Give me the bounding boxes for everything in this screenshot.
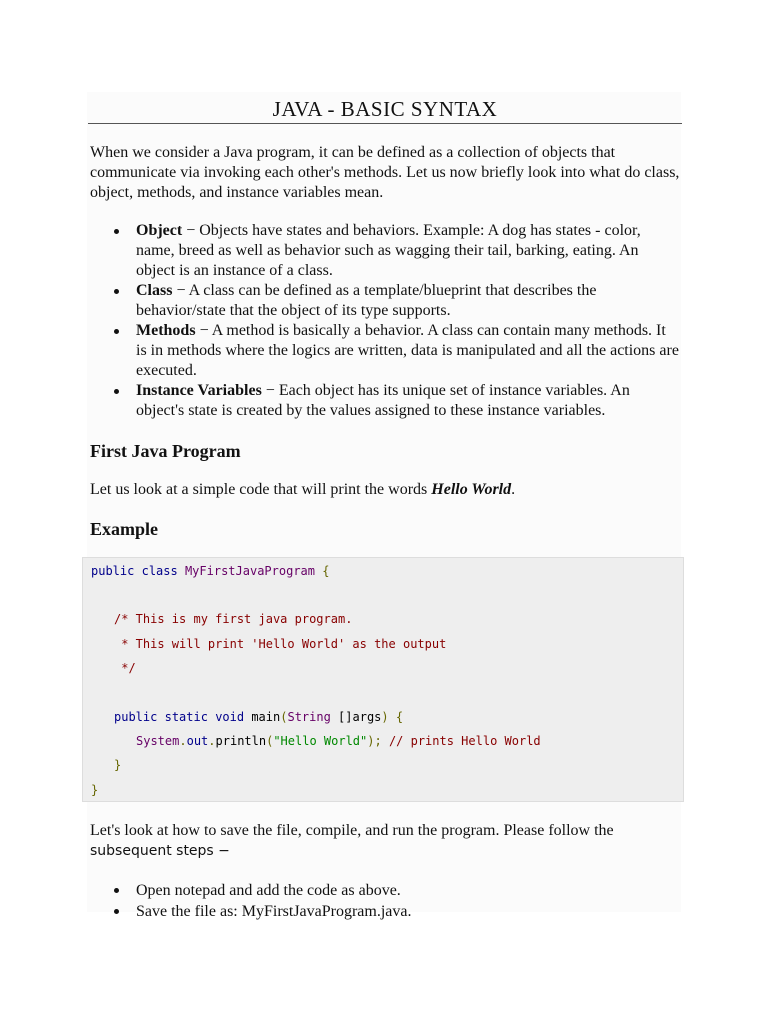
bullet-icon <box>114 389 119 394</box>
code-comment: */ <box>114 661 136 675</box>
code-line-close-outer <box>91 782 98 798</box>
heading-first-java-program: First Java Program <box>90 441 241 461</box>
code-keyword: static <box>164 710 208 724</box>
code-line-class-decl <box>91 563 329 579</box>
term-separator: − <box>182 222 200 239</box>
code-punct: . <box>179 734 187 748</box>
list-item-step <box>90 901 680 922</box>
code-keyword: public <box>91 564 135 578</box>
steps-list <box>90 880 680 922</box>
bullet-icon <box>114 289 119 294</box>
bullet-icon <box>114 229 119 234</box>
first-para-text: Let us look at a simple code that will print the words <box>90 481 432 498</box>
definition-methods: A method is basically a behavior. A class can contain many methods. It is in methods where the logics are written, data is manipulated and all the actions are executed. <box>136 322 679 379</box>
term-methods: Methods <box>136 322 196 339</box>
definition-instance-variables: Each object has its unique set of instance variables. An object's state is created by the values assigned to these instance variables. <box>136 382 630 419</box>
list-item-object <box>90 221 680 281</box>
term-class: Class <box>136 282 173 299</box>
list-item-step <box>90 880 680 901</box>
code-paren: ) <box>381 710 389 724</box>
code-args: []args <box>330 710 382 724</box>
code-brace: { <box>395 710 404 724</box>
code-line-comment-1 <box>114 611 352 627</box>
code-brace: } <box>91 783 99 797</box>
code-paren: ( <box>280 710 288 724</box>
page-title: JAVA - BASIC SYNTAX <box>88 92 682 124</box>
code-method-name: println <box>215 734 267 748</box>
code-brace: } <box>114 758 122 772</box>
steps-intro-paragraph <box>90 821 680 861</box>
definition-class: A class can be defined as a template/blueprint that describes the behavior/state that the object of its type supports. <box>136 282 597 319</box>
code-line-main-decl <box>114 709 403 725</box>
code-line-comment-3 <box>114 660 136 676</box>
code-paren: ( <box>266 734 274 748</box>
term-separator: − <box>172 282 189 299</box>
term-instance-variables: Instance Variables <box>136 382 262 399</box>
code-comment: * This will print 'Hello World' as the output <box>114 637 447 651</box>
code-keyword: public <box>114 710 158 724</box>
code-type: System <box>136 734 180 748</box>
code-punct: ); <box>367 734 382 748</box>
list-item-class <box>90 281 680 321</box>
code-keyword: void <box>215 710 245 724</box>
code-line-println <box>136 733 541 749</box>
term-separator: − <box>261 382 279 399</box>
first-program-paragraph <box>90 480 680 500</box>
steps-intro-line-1: Let's look at how to save the file, compile, and run the program. Please follow the <box>90 822 614 839</box>
code-line-comment-2 <box>114 636 446 652</box>
bullet-icon <box>114 888 119 893</box>
code-punct: . <box>208 734 216 748</box>
term-separator: − <box>195 322 212 339</box>
definitions-list <box>90 221 680 421</box>
code-block[interactable] <box>82 557 684 802</box>
code-string: "Hello World" <box>273 734 368 748</box>
code-brace: { <box>322 564 330 578</box>
term-object: Object <box>136 222 183 239</box>
hello-world-emphasis: Hello World <box>431 481 512 498</box>
code-field: out <box>186 734 209 748</box>
code-keyword: class <box>141 564 178 578</box>
steps-intro-line-2: subsequent steps − <box>90 843 230 859</box>
code-class-name: MyFirstJavaProgram <box>184 564 315 578</box>
code-comment: /* This is my first java program. <box>114 612 353 626</box>
step-text: Save the file as: MyFirstJavaProgram.java. <box>136 903 412 920</box>
list-item-instance-variables <box>90 381 680 421</box>
code-type: String <box>287 710 331 724</box>
bullet-icon <box>114 909 119 914</box>
step-text: Open notepad and add the code as above. <box>136 882 401 899</box>
definition-object: Objects have states and behaviors. Example: A dog has states - color, name, breed as well as behavior such as wagging their tail, barking, eating. An object is an instance of a class. <box>136 222 641 279</box>
list-item-methods <box>90 321 680 381</box>
code-line-close-inner <box>114 757 121 773</box>
code-comment: // prints Hello World <box>388 734 541 748</box>
first-para-end: . <box>511 481 516 498</box>
intro-paragraph: When we consider a Java program, it can be defined as a collection of objects that communicate via invoking each other's methods. Let us now briefly look into what do class, object, methods, and instance variables mean. <box>90 144 680 201</box>
bullet-icon <box>114 329 119 334</box>
heading-example: Example <box>90 519 159 539</box>
code-method-name: main <box>251 710 281 724</box>
